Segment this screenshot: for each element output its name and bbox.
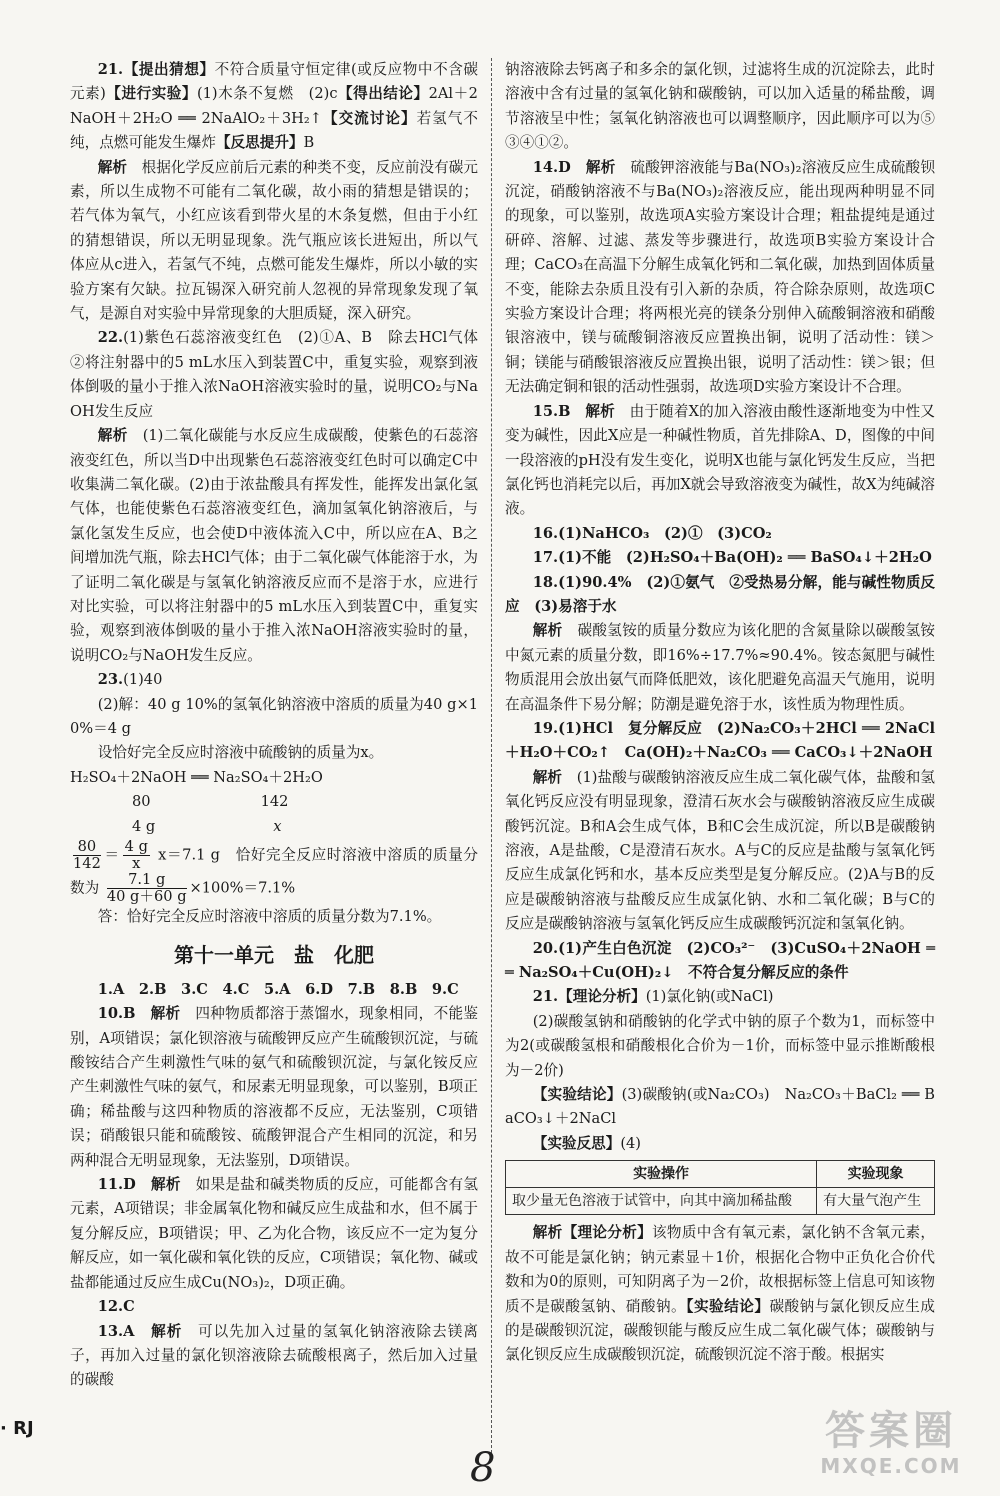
- q22-answer: 22.(1)紫色石蕊溶液变红色 (2)①A、B 除去HCl气体 ②将注射器中的5 mL水压入到装置C中，重复实验，观察到液体倒吸的量小于推入浓NaOH溶液实验时的量，说明CO₂与NaOH发生反应: [70, 329, 493, 420]
- q23-value-row: 4 g x: [132, 817, 282, 835]
- unit-title: 第十一单元 盐 化肥: [174, 943, 374, 968]
- ratio-fraction-1: $\frac{80}{142}$: [73, 838, 101, 872]
- watermark-logo: [796, 1408, 986, 1486]
- q21-reflection: 【实验反思】(4): [532, 1134, 641, 1152]
- watermark-url: MXQE.COM: [820, 1454, 962, 1478]
- q1-9-answers: 1.A 2.B 3.C 4.C 5.A 6.D 7.B 8.B 9.C: [97, 980, 459, 998]
- left-column: [70, 58, 493, 1393]
- q14-answer: 14.D 解析 硫酸钾溶液能与Ba(NO₃)₂溶液反应生成硫酸钡沉淀，硝酸钠溶液不与Ba(NO₃)₂溶液反应，能出现两种明显不同的现象，可以鉴别，故选项A实验方案设计合理；粗盐提纯是通过研碎、溶解、过滤、蒸发等步骤进行，故选项B实验方案设计合理；CaCO₃在高温下分解生成氧化钙和二氧化碳，加热到固体质量不变，能除去杂质且没有引入新的杂质，符合除杂原则，故选项C实验方案设计合理；将两根光亮的镁条分别伸入硫酸铜溶液和硝酸银溶液中，镁与硫酸铜溶液反应置换出铜，说明了活动性：镁＞铜；镁能与硝酸银溶液反应置换出银，说明了活动性：镁＞银；但无法确定铜和银的活动性强弱，故选项D实验方案设计不合理。: [505, 158, 935, 396]
- page-number: 8: [470, 1445, 496, 1491]
- q21-analysis: 解析【理论分析】该物质中含有氧元素，氯化钠不含氧元素，故不可能是氯化钠；钠元素显＋1价，根据化合物中正负化合价代数和为0的原则，可知阴离子为－2价，故根据标签上信息可知该物质不是碳酸氢钠、硝酸钠。【实验结论】碳酸钠与氯化钡反应生成的是碳酸钡沉淀，碳酸钡能与酸反应生成二氧化碳气体；碳酸钠与氯化钡反应生成碳酸钡沉淀，硫酸钡沉淀不溶于酸。根据实: [505, 1224, 935, 1364]
- table-row: [506, 1188, 935, 1215]
- q21-part2: (2)碳酸氢钠和硝酸钠的化学式中钠的原子个数为1，而标签中为2(或碳酸氢根和硝酸根化合价为－1价，而标签中显示推断酸根为－2价): [505, 1012, 935, 1079]
- right-column: [505, 58, 935, 1368]
- q19-answer: 19.(1)HCl 复分解反应 (2)Na₂CO₃＋2HCl ══ 2NaCl＋H₂O＋CO₂↑ Ca(OH)₂＋Na₂CO₃ ══ CaCO₃↓＋2NaOH: [505, 719, 935, 762]
- q18-answer: 18.(1)90.4% (2)①氨气 ②受热易分解，能与碱性物质反应 (3)易溶于水: [505, 573, 935, 615]
- q18-analysis: 解析 碳酸氢铵的质量分数应为该化肥的含氮量除以碳酸氢铵中氮元素的质量分数，即16%÷17.7%≈90.4%。铵态氮肥与碱性物质混用会放出氨气而降低肥效，该化肥避免高温天气施用，说明在高温条件下易分解；防潮是避免溶于水，该性质为物理性质。: [505, 622, 935, 713]
- q17-answer: 17.(1)不能 (2)H₂SO₄＋Ba(OH)₂ ══ BaSO₄↓＋2H₂O: [532, 549, 932, 567]
- q23-equation: H₂SO₄＋2NaOH ══ Na₂SO₄＋2H₂O: [70, 768, 323, 786]
- experiment-table: [505, 1160, 935, 1215]
- q23-answer: 23.(1)40: [97, 671, 163, 689]
- footer-label: · RJ: [0, 1418, 34, 1439]
- q22-analysis: 解析 (1)二氧化碳能与水反应生成碳酸，使紫色的石蕊溶液变红色，所以当D中出现紫色石蕊溶液变红色时可以确定C中收集满二氧化碳。(2)由于浓盐酸具有挥发性，能挥发出氯化氢气体，也能使紫色石蕊溶液变红色，滴加氢氧化钠溶液后，与氯化氢发生反应，也会使D中液体流入C中，所以应在A、B之间增加洗气瓶，除去HCl气体；由于二氧化碳气体能溶于水，为了证明二氧化碳是与氢氧化钠溶液反应而不是溶于水，应进行对比实验，可以将注射器中的5 mL水压入到装置C中，重复实验，观察到液体倒吸的量小于推入浓NaOH溶液实验时的量，说明CO₂与NaOH发生反应。: [70, 427, 479, 664]
- q20-answer: 20.(1)产生白色沉淀 (2)CO₃²⁻ (3)CuSO₄＋2NaOH ══ Na₂SO₄＋Cu(OH)₂↓ 不符合复分解反应的条件: [505, 939, 935, 982]
- q12-answer: 12.C: [97, 1298, 135, 1316]
- q11-answer: 11.D 解析 如果是盐和碱类物质的反应，可能都含有氢元素，A项错误；非金属氧化物和碱反应生成盐和水，但不属于复分解反应，B项错误；甲、乙为化合物，该反应不一定为复分解反应，如一氧化碳和氧化铁的反应，C项错误；氧化物、碱或盐都能通过反应生成Cu(NO₃)₂，D项正确。: [70, 1176, 478, 1291]
- q13-continued: 钠溶液除去钙离子和多余的氯化钡，过滤将生成的沉淀除去，此时溶液中含有过量的氢氧化钠和碳酸钠，可以加入适量的稀盐酸，调节溶液呈中性；氢氧化钠溶液也可以调整顺序，因此顺序可以为⑤③④①②。: [505, 61, 935, 152]
- q23-ratio-row: 80 142: [132, 793, 289, 811]
- q13-answer: 13.A 解析 可以先加入过量的氢氧化钠溶液除去镁离子，再加入过量的氯化钡溶液除去硫酸根离子，然后加入过量的碳酸: [70, 1322, 478, 1389]
- q21-answer: 21.【理论分析】(1)氯化钠(或NaCl): [532, 988, 774, 1006]
- watermark-text: 答案圈: [825, 1408, 957, 1454]
- q21-conclusion: 【实验结论】(3)碳酸钠(或Na₂CO₃) Na₂CO₃＋BaCl₂ ══ BaCO₃↓＋2NaCl: [505, 1086, 935, 1128]
- q19-analysis: 解析 (1)盐酸与碳酸钠溶液反应生成二氧化碳气体，盐酸和氢氧化钙反应没有明显现象，澄清石灰水会与碳酸钠溶液反应生成碳酸钙沉淀。B和A会生成气体，B和C会生成沉淀，所以B是碳酸钠溶液，A是盐酸，C是澄清石灰水。A与C的反应是盐酸与氢氧化钙反应生成氯化钙和水，基本反应类型是复分解反应。(2)A与B的反应是碳酸钠溶液与盐酸反应生成氯化钠、水和二氧化碳；B与C的反应是碳酸钠溶液与氢氧化钙反应生成碳酸钙沉淀和氢氧化钠。: [505, 768, 935, 933]
- q10-answer: 10.B 解析 四种物质都溶于蒸馏水，现象相同，不能鉴别，A项错误；氯化钡溶液与硫酸钾反应产生硫酸钡沉淀，与硫酸铵结合产生刺激性气味的氨气和硫酸钡沉淀，与氯化铵反应产生刺激性气味的氨气，和尿素无明显现象，可以鉴别，B项正确；稀盐酸与这四种物质的溶液都不反应，无法鉴别，C项错误；硝酸银只能和硫酸铵、硫酸钾混合产生相同的沉淀，和另两种混合无明显现象，无法鉴别，D项错误。: [70, 1005, 478, 1169]
- q16-answer: 16.(1)NaHCO₃ (2)① (3)CO₂: [532, 524, 772, 542]
- q23-conclusion: 答：恰好完全反应时溶液中溶质的质量分数为7.1%。: [97, 908, 442, 925]
- table-cell: 有大量气泡产生: [817, 1188, 935, 1215]
- q23-let: 设恰好完全反应时溶液中硫酸钠的质量为x。: [97, 744, 384, 762]
- table-header-row: [506, 1161, 935, 1188]
- q21-answer: 21.【提出猜想】不符合质量守恒定律(或反应物中不含碳元素)【进行实验】(1)木条不复燃 (2)c【得出结论】2Al＋2NaOH＋2H₂O ══ 2NaAlO₂＋3H₂↑【交流讨论】若氢气不纯，点燃可能发生爆炸【反思提升】B: [70, 61, 478, 152]
- ratio-fraction-2: $\frac{4 g}{x}$: [124, 838, 148, 872]
- q23-fraction-line: $\frac{80}{142}$ ＝ $\frac{4 g}{x}$ x＝7.1 g 恰好完全反应时溶液中溶质的质量分数为 $\frac{7.1 g}{40 g+60 g}$ ×100%＝7.1%: [70, 838, 479, 905]
- column-divider: [491, 58, 492, 1458]
- table-cell: 取少量无色溶液于试管中，向其中滴加稀盐酸: [506, 1188, 817, 1215]
- table-header: 实验现象: [817, 1161, 935, 1188]
- q21-analysis: 解析 根据化学反应前后元素的种类不变，反应前没有碳元素，所以生成物不可能有二氧化碳，故小雨的猜想是错误的；若气体为氧气，小红应该看到带火星的木条复燃，但由于小红的猜想错误，所以无明显现象。洗气瓶应该长进短出，所以气体应从c进入，若氢气不纯，点燃可能发生爆炸，所以小敏的实验方案有欠缺。拉瓦锡深入研究前人忽视的异常现象发现了氧气，是源自对实验中异常现象的大胆质疑，深入研究。: [70, 158, 478, 323]
- q23-part2: (2)解：40 g 10%的氢氧化钠溶液中溶质的质量为40 g×10%＝4 g: [70, 695, 478, 737]
- table-header: 实验操作: [506, 1161, 817, 1188]
- mass-fraction: $\frac{7.1 g}{40 g+60 g}$: [106, 871, 187, 905]
- q15-answer: 15.B 解析 由于随着X的加入溶液由酸性逐渐地变为中性又变为碱性，因此X应是一种碱性物质，首先排除A、D，图像的中间一段溶液的pH没有发生变化，说明X也能与氯化钙发生反应，当把氯化钙也消耗完以后，再加X就会导致溶液变为碱性，故X为纯碱溶液。: [505, 402, 935, 518]
